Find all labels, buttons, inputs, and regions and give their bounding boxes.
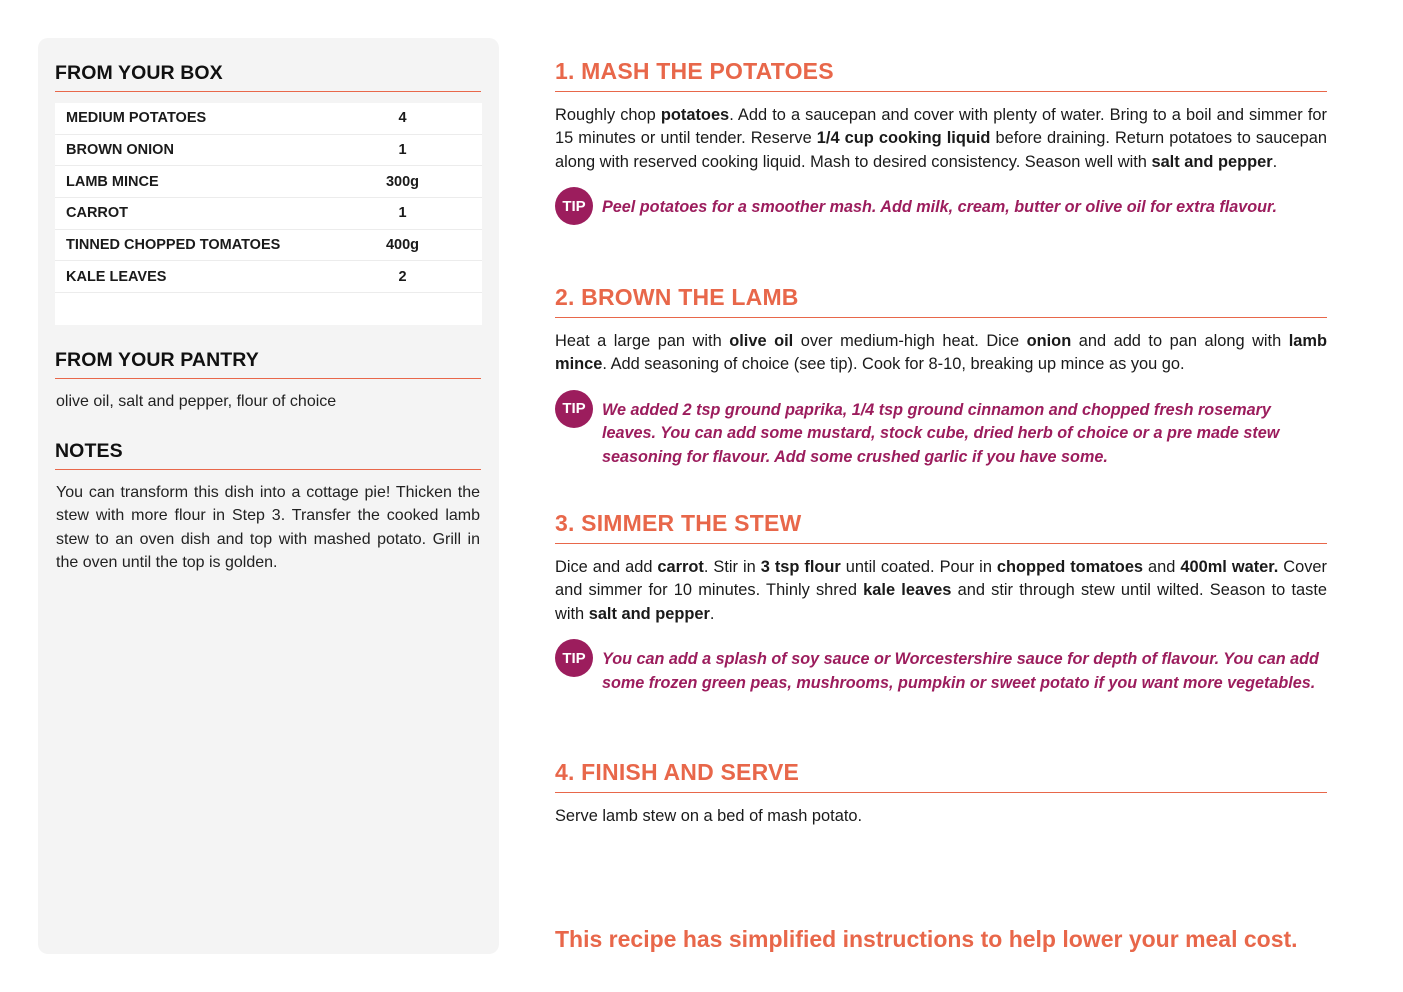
text-run: and bbox=[1143, 558, 1181, 576]
bold-term: salt and pepper bbox=[1151, 152, 1273, 171]
ingredient-name: BROWN ONION bbox=[66, 142, 174, 159]
bold-term: kale leaves bbox=[863, 581, 952, 600]
tip-badge: TIP bbox=[555, 639, 593, 677]
text-run: Heat a large pan with bbox=[555, 332, 730, 350]
text-run: over medium-high heat. Dice bbox=[793, 332, 1027, 350]
step-1 bbox=[555, 58, 1327, 284]
step-heading: 2. BROWN THE LAMB bbox=[555, 284, 1327, 318]
ingredient-name: LAMB MINCE bbox=[66, 173, 159, 190]
tip-text: Peel potatoes for a smoother mash. Add milk, cream, butter or olive oil for extra flavour. bbox=[602, 198, 1277, 217]
pantry-items: olive oil, salt and pepper, flour of choice bbox=[56, 393, 337, 410]
text-run: . bbox=[709, 604, 715, 623]
ingredient-name: KALE LEAVES bbox=[66, 268, 167, 285]
step-heading: 3. SIMMER THE STEW bbox=[555, 510, 1327, 544]
ingredient-name: MEDIUM POTATOES bbox=[66, 110, 207, 127]
ingredients-table bbox=[55, 103, 482, 325]
ingredient-qty: 300g bbox=[385, 173, 420, 190]
tip-badge: TIP bbox=[555, 187, 593, 225]
from-your-pantry-heading: FROM YOUR PANTRY bbox=[55, 349, 481, 379]
tip-text: We added 2 tsp ground paprika, 1/4 tsp ground cinnamon and chopped fresh rosemary leaves. You can add some mustard, stock cube, dried herb of choice or a pre made stew seasoning for flavour. Add some crushed garlic if you have some. bbox=[602, 400, 1280, 466]
tip-text: You can add a splash of soy sauce or Worcestershire sauce for depth of flavour. You can add some frozen green peas, mushrooms, pumpkin or sweet potato if you want more vegetables. bbox=[602, 650, 1319, 692]
text-run: before draining. Return potatoes to saucepan along with reserved cooking liquid. Mash to desired consistency. Season well with bbox=[555, 129, 1327, 171]
bold-term: potatoes bbox=[660, 106, 730, 124]
step-2 bbox=[555, 284, 1327, 510]
text-run: until coated. Pour in bbox=[840, 558, 997, 576]
text-run: and stir through stew until wilted. Season to taste with bbox=[555, 581, 1327, 623]
text-run: . Add to a saucepan and cover with plenty of water. Bring to a boil and simmer for 15 minutes or until tender. Reserve bbox=[555, 106, 1327, 148]
text-run: and add to pan along with bbox=[1071, 332, 1289, 350]
text-run: Dice and add bbox=[555, 558, 658, 576]
tip-badge: TIP bbox=[555, 390, 593, 428]
bold-term: onion bbox=[1026, 332, 1072, 350]
notes-heading: NOTES bbox=[55, 440, 481, 470]
tip bbox=[555, 188, 1327, 225]
table-row bbox=[55, 103, 482, 135]
step-body bbox=[555, 556, 1327, 626]
text-run: Serve lamb stew on a bed of mash potato. bbox=[555, 807, 863, 825]
tip bbox=[555, 640, 1327, 695]
bold-term: 400ml water. bbox=[1180, 558, 1279, 576]
step-heading: 4. FINISH AND SERVE bbox=[555, 759, 1327, 793]
recipe-steps bbox=[555, 58, 1327, 828]
bold-term: carrot bbox=[657, 558, 704, 576]
ingredient-qty: 1 bbox=[398, 142, 407, 159]
tip bbox=[555, 391, 1327, 469]
step-body bbox=[555, 330, 1327, 377]
ingredient-qty: 2 bbox=[398, 268, 407, 285]
step-body bbox=[555, 805, 1327, 828]
bold-term: 3 tsp flour bbox=[760, 558, 841, 576]
step-3 bbox=[555, 510, 1327, 759]
table-row bbox=[55, 135, 482, 167]
step-heading: 1. MASH THE POTATOES bbox=[555, 58, 1327, 92]
table-row bbox=[55, 166, 482, 198]
text-run: Roughly chop bbox=[555, 106, 661, 124]
ingredient-name: TINNED CHOPPED TOMATOES bbox=[66, 237, 281, 254]
text-run: . Add seasoning of choice (see tip). Cook for 8-10, breaking up mince as you go. bbox=[602, 355, 1185, 374]
bold-term: olive oil bbox=[729, 332, 794, 350]
ingredient-qty: 1 bbox=[398, 205, 407, 222]
text-run: . Stir in bbox=[703, 558, 761, 576]
from-your-box-heading: FROM YOUR BOX bbox=[55, 62, 481, 92]
notes-text: You can transform this dish into a cottage pie! Thicken the stew with more flour in Step 3. Transfer the cooked lamb stew to an oven dish and top with mashed potato. Grill in the oven until the top is golden. bbox=[56, 484, 480, 572]
bold-term: chopped tomatoes bbox=[996, 558, 1144, 576]
step-body bbox=[555, 104, 1327, 174]
table-row bbox=[55, 198, 482, 230]
bold-term: lamb mince bbox=[555, 332, 1327, 374]
ingredient-qty: 4 bbox=[398, 110, 407, 127]
ingredient-qty: 400g bbox=[385, 237, 420, 254]
step-4 bbox=[555, 759, 1327, 828]
table-row bbox=[55, 261, 482, 293]
ingredient-name: CARROT bbox=[66, 205, 129, 222]
footer-note: This recipe has simplified instructions to help lower your meal cost. bbox=[555, 926, 1298, 952]
bold-term: salt and pepper bbox=[588, 604, 710, 623]
table-row bbox=[55, 230, 482, 262]
text-run: . bbox=[1272, 152, 1278, 171]
bold-term: 1/4 cup cooking liquid bbox=[816, 129, 991, 148]
ingredients-sidebar bbox=[38, 38, 499, 954]
text-run: Cover and simmer for 10 minutes. Thinly shred bbox=[555, 558, 1327, 600]
